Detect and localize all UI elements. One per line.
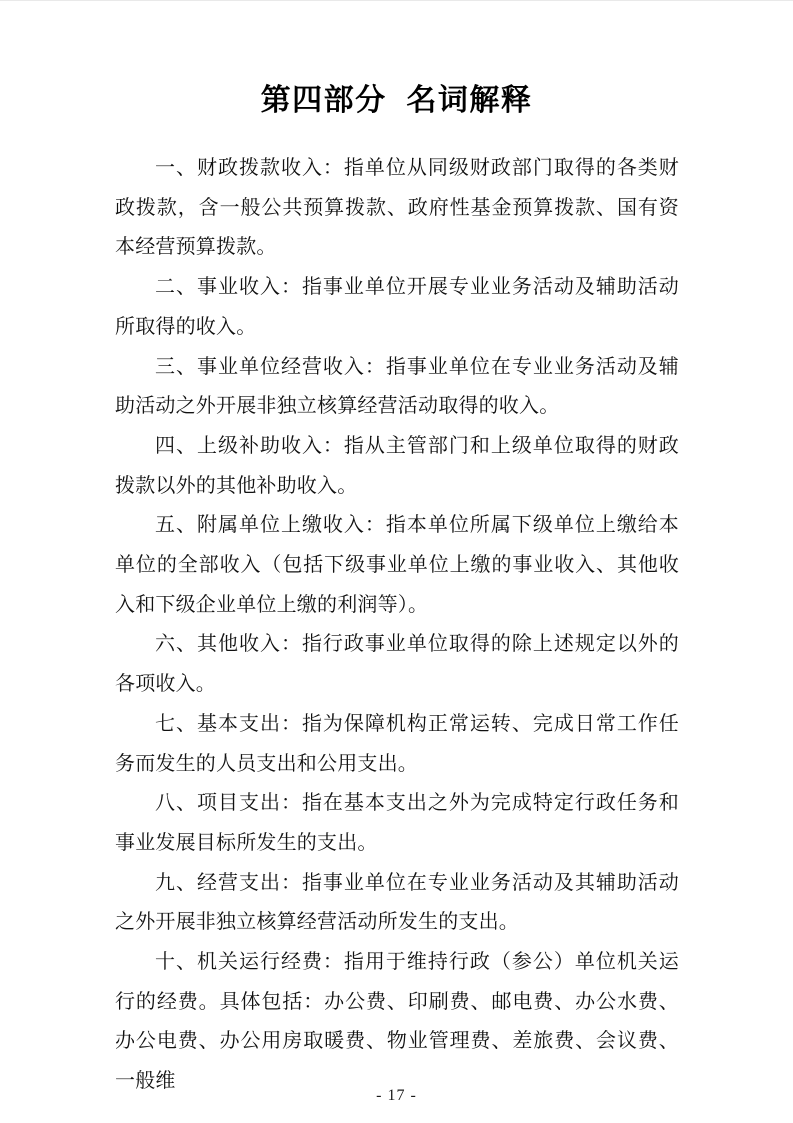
page-title: 第四部分 名词解释 [260,84,533,117]
paragraph: 八、项目支出：指在基本支出之外为完成特定行政任务和事业发展目标所发生的支出。 [115,792,679,854]
paragraph: 一、财政拨款收入：指单位从同级财政部门取得的各类财政拨款，含一般公共预算拨款、政府性基金预算拨款、国有资本经营预算拨款。 [115,157,679,259]
paragraph: 七、基本支出：指为保障机构正常运转、完成日常工作任务而发生的人员支出和公用支出。 [115,712,679,775]
paragraph: 五、附属单位上缴收入：指本单位所属下级单位上缴给本单位的全部收入（包括下级事业单位上缴的事业收入、其他收入和下级企业单位上缴的利润等）。 [115,514,679,616]
paragraph: 十、机关运行经费：指用于维持行政（参公）单位机关运行的经费。具体包括：办公费、印刷费、邮电费、办公水费、办公电费、办公用房取暖费、物业管理费、差旅费、会议费、一般维 [115,951,679,1093]
paragraph: 六、其他收入：指行政事业单位取得的除上述规定以外的各项收入。 [115,633,679,696]
paragraph: 四、上级补助收入：指从主管部门和上级单位取得的财政拨款以外的其他补助收入。 [115,434,679,497]
paragraph: 三、事业单位经营收入：指事业单位在专业业务活动及辅助活动之外开展非独立核算经营活动取得的收入。 [115,355,679,418]
page-number: - 17 - [376,1087,417,1104]
paragraph: 二、事业收入：指事业单位开展专业业务活动及辅助活动所取得的收入。 [115,276,679,338]
paragraph: 九、经营支出：指事业单位在专业业务活动及其辅助活动之外开展非独立核算经营活动所发生的支出。 [115,871,679,934]
document-body [115,149,679,1102]
